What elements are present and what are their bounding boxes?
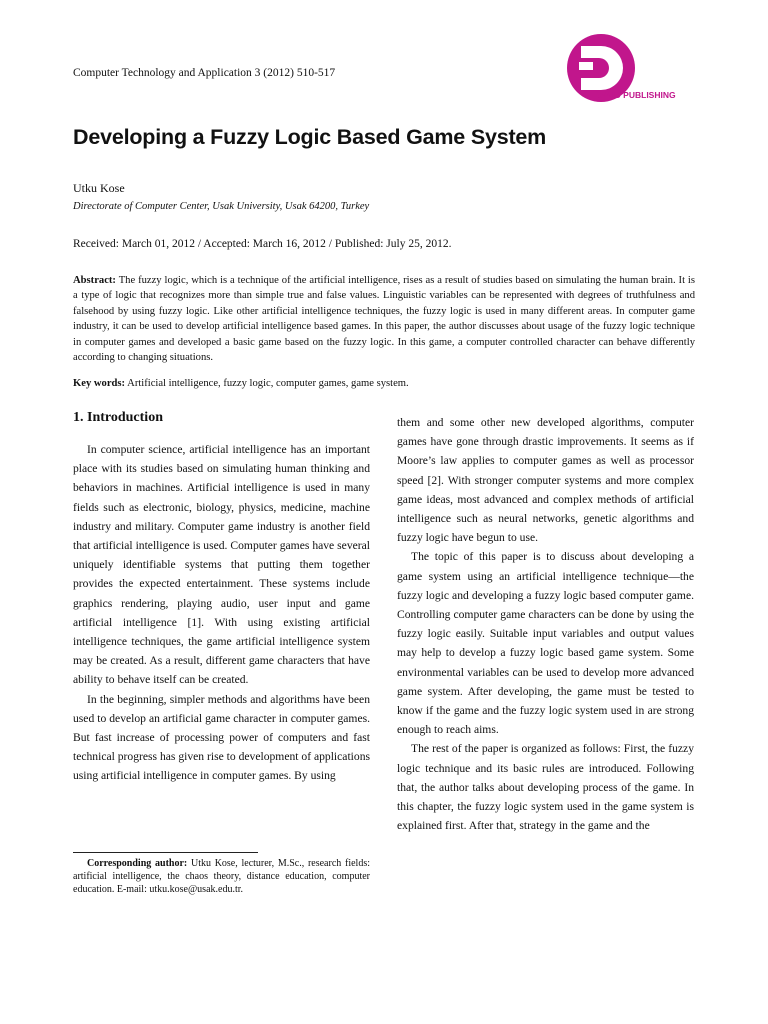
footnote-divider (73, 852, 258, 853)
author-name: Utku Kose (73, 181, 125, 195)
publication-dates: Received: March 01, 2012 / Accepted: March 16, 2012 / Published: July 25, 2012. (73, 238, 452, 250)
corresponding-author-footnote (73, 857, 370, 896)
body-paragraph: The rest of the paper is organized as follows: First, the fuzzy logic technique and its basic rules are introduced. Following that, the author talks about developing process of the game. In this chapter, the fuzzy logic system used in the game system is explained first. After that, strategy in the game and the (397, 742, 694, 833)
abstract (73, 273, 695, 365)
body-paragraph: In computer science, artificial intelligence has an important place with its studies based on simulating human thinking and behaviors in machines. Artificial intelligence is used in many fields such as electronic, biology, physics, medicine, machine industry and military. Computer game industry is another field that artificial intelligence is used. Computer games have several uniquely identifiable systems that putting them together provides the expected entertainment. These systems include graphics rendering, playing audio, user input and game artificial intelligence [1]. With using existing artificial intelligence techniques, the game artificial intelligence system may be created. As a result, different game characters that have ability to behave itself can be created. (73, 443, 370, 687)
keywords-text: Artificial intelligence, fuzzy logic, computer games, game system. (127, 378, 409, 389)
journal-citation: Computer Technology and Application 3 (2012) 510-517 (73, 67, 336, 79)
footnote-label: Corresponding author: (87, 858, 188, 869)
body-paragraph: them and some other new developed algorithms, computer games have gone through drastic improvements. It seems as if Moore’s law applies to computer games as well as processor speed [2]. With stronger computer systems and more complex game ideas, most advanced and complex methods of artificial intelligence such as neural networks, genetic algorithms and fuzzy logic have begun to use. (397, 416, 694, 545)
left-column (73, 440, 370, 786)
body-paragraph: The topic of this paper is to discuss about developing a game system using an artificial intelligence technique—the fuzzy logic and developing a fuzzy logic based computer game. Controlling computer game characters can be done by using the fuzzy logic easily. Suitable input variables and output values may help to develop a fuzzy logic based game system. Some environmental variables can be used to develop more advanced game system. After developing, the game must be tested to know if the game and the fuzzy logic system used in are strong enough to reach aims. (397, 550, 694, 737)
abstract-label: Abstract: (73, 275, 116, 286)
section-heading-introduction: 1. Introduction (73, 410, 163, 425)
body-paragraph: In the beginning, simpler methods and algorithms have been used to develop an artificial game character in computer games. But fast increase of processing power of computers and fast technical progress has given rise to development of applications using artificial intelligence in computer games. By using (73, 692, 370, 783)
abstract-text: The fuzzy logic, which is a technique of the artificial intelligence, rises as a result of studies based on simulating the human brain. It is a type of logic that recognizes more than simple true and false values. Linguistic variables can be represented with degrees of truthfulness and falsehood by using fuzzy logic. Like other artificial intelligence techniques, the fuzzy logic is used in many different areas. In computer game industry, it can be used to develop artificial intelligence based games. In this paper, the author discusses about usage of the fuzzy logic technique in computer games and developed a basic game based on the fuzzy logic. In this game, a computer controlled character can behave differently according to changing situations. (73, 275, 695, 364)
keywords (73, 378, 695, 389)
publisher-logo-text: DAVID PUBLISHING (595, 90, 676, 100)
paper-title: Developing a Fuzzy Logic Based Game System (73, 125, 547, 149)
publisher-logo (563, 34, 697, 104)
right-column (397, 413, 694, 835)
keywords-label: Key words: (73, 378, 126, 389)
author-affiliation: Directorate of Computer Center, Usak University, Usak 64200, Turkey (73, 201, 370, 212)
footnote-text: Utku Kose, lecturer, M.Sc., research fields: artificial intelligence, the chaos theory, distance education, computer education. E-mail: utku.kose@usak.edu.tr. (73, 858, 370, 895)
